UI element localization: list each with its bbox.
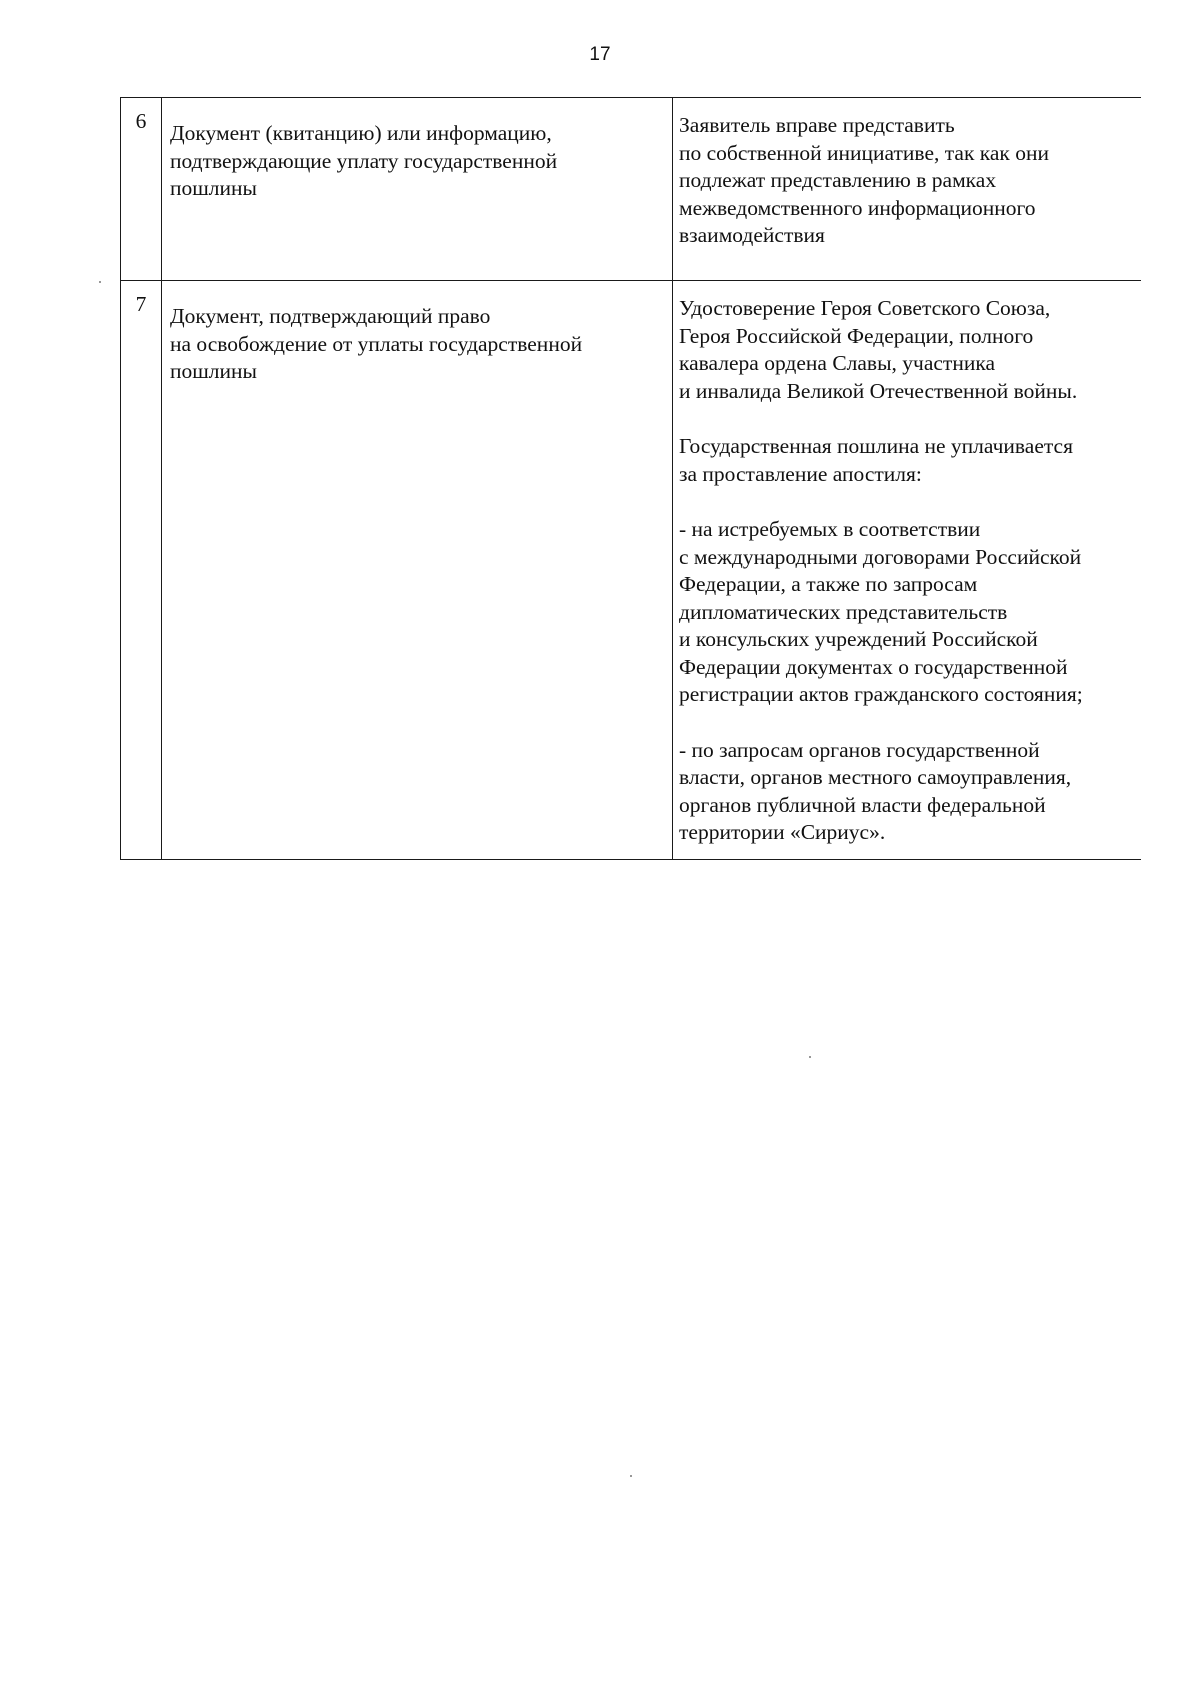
- document-text-line: подтверждающие уплату государственной: [170, 148, 558, 173]
- note-text-line: по собственной инициативе, так как они: [679, 140, 1050, 165]
- note-paragraph: [679, 433, 1137, 488]
- note-text-line: дипломатических представительств: [679, 599, 1008, 624]
- document-text-line: на освобождение от уплаты государственной: [170, 331, 583, 356]
- note-text-line: Государственная пошлина не уплачивается: [679, 434, 1073, 458]
- note-text-line: регистрации актов гражданского состояния;: [679, 682, 1083, 706]
- note-paragraph: [679, 737, 1137, 847]
- note-text-line: межведомственного информационного: [679, 195, 1036, 220]
- row-number: 7: [135, 292, 147, 316]
- scan-speck: [630, 1475, 632, 1477]
- table-row: [121, 281, 1142, 860]
- document-cell: [162, 281, 673, 860]
- note-text-line: власти, органов местного самоуправления,: [679, 765, 1072, 789]
- note-text-line: - по запросам органов государственной: [679, 737, 1040, 762]
- note-text-line: и инвалида Великой Отечественной войны.: [679, 378, 1078, 403]
- note-text-line: Федерации документах о государственной: [679, 654, 1068, 679]
- note-text-line: за проставление апостиля:: [679, 461, 922, 486]
- document-text-line: пошлины: [170, 359, 257, 383]
- note-paragraph: [679, 295, 1137, 405]
- note-text-line: Героя Российской Федерации, полного: [679, 323, 1034, 348]
- document-text-line: Документ, подтверждающий право: [170, 304, 491, 328]
- note-paragraph: [679, 112, 1137, 250]
- note-text-line: органов публичной власти федеральной: [679, 792, 1046, 817]
- note-cell: [673, 281, 1142, 860]
- note-text-line: - на истребуемых в соответствии: [679, 517, 981, 541]
- row-number: 6: [135, 109, 147, 133]
- document-text-line: Документ (квитанцию) или информацию,: [170, 121, 552, 145]
- scan-speck: [809, 1056, 811, 1058]
- note-text-line: Федерации, а также по запросам: [679, 572, 978, 596]
- note-text-line: кавалера ордена Славы, участника: [679, 351, 996, 375]
- note-text-line: взаимодействия: [679, 223, 825, 247]
- documents-table: [120, 97, 1141, 860]
- note-text-line: Удостоверение Героя Советского Союза,: [679, 296, 1051, 320]
- row-number-cell: [121, 281, 162, 860]
- document-text-line: пошлины: [170, 176, 257, 200]
- note-text-line: подлежат представлению в рамках: [679, 168, 997, 192]
- note-text-line: Заявитель вправе представить: [679, 113, 955, 137]
- scan-speck: [99, 281, 101, 283]
- note-text-line: с международными договорами Российской: [679, 544, 1082, 569]
- table-row: [121, 98, 1142, 281]
- note-cell: [673, 98, 1142, 281]
- note-paragraph: [679, 516, 1137, 709]
- page-number: 17: [589, 44, 611, 65]
- note-text-line: территории «Сириус».: [679, 820, 886, 844]
- document-cell: [162, 98, 673, 281]
- row-number-cell: [121, 98, 162, 281]
- note-text-line: и консульских учреждений Российской: [679, 627, 1038, 651]
